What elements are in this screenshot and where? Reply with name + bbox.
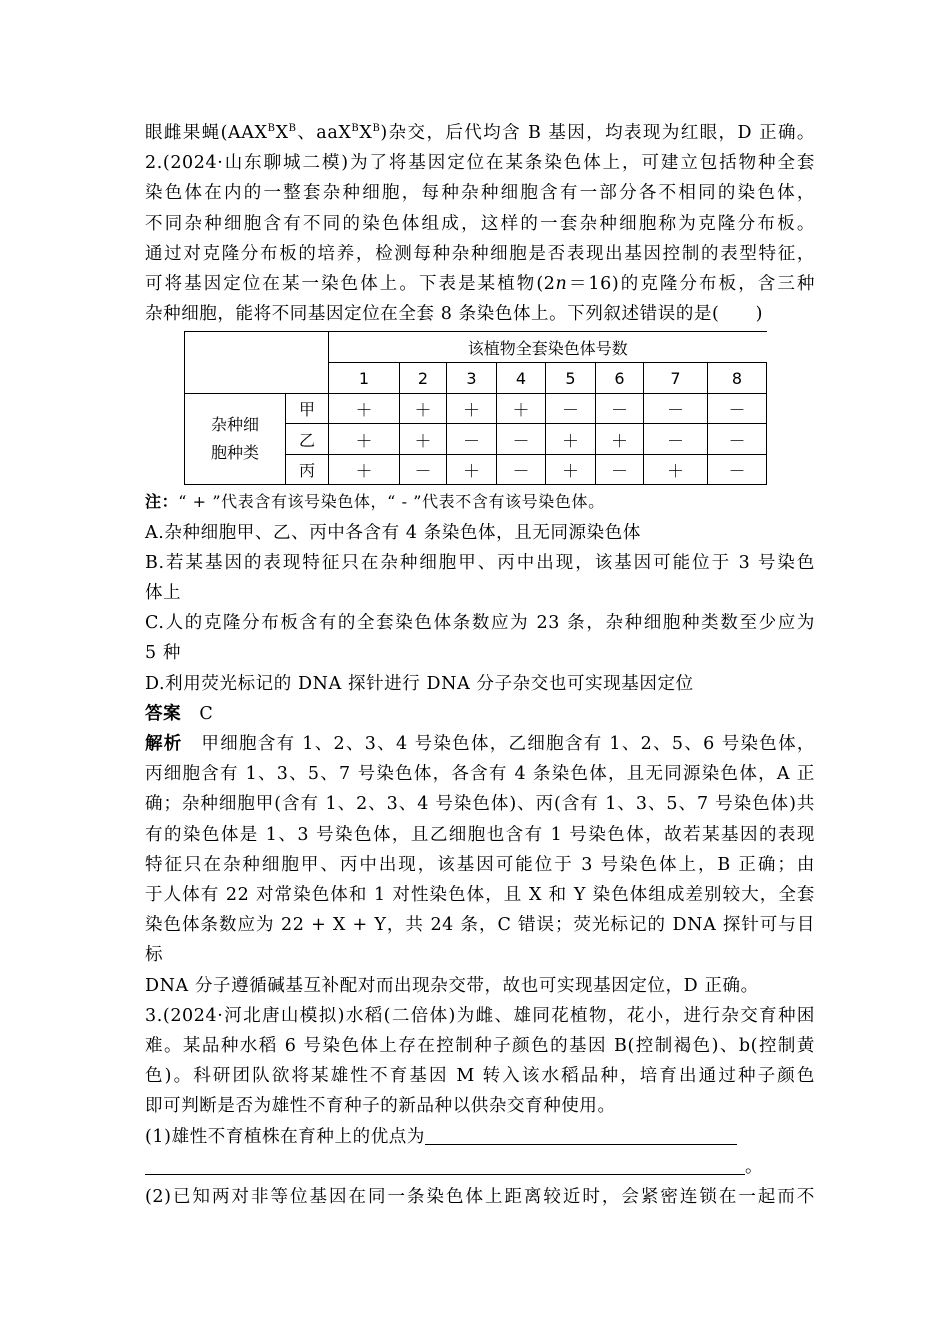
q2-stem-line: 染色体在内的一整套杂种细胞，每种杂种细胞含有一部分各不相同的染色体，	[145, 183, 815, 204]
analysis-line: 解析 甲细胞含有 1、2、3、4 号染色体，乙细胞含有 1、2、5、6 号染色体，	[145, 734, 816, 755]
row-group-header: 杂种细 胞种类	[185, 393, 286, 485]
table-cell: ＋	[497, 393, 546, 424]
answer-blank[interactable]	[145, 1156, 745, 1175]
table-cell: －	[497, 454, 546, 485]
q3-sub2: (2)已知两对非等位基因在同一条染色体上距离较近时，会紧密连锁在一起而不	[145, 1187, 815, 1208]
q3-sub1-cont: 。	[145, 1152, 815, 1182]
option-c: C.人的克隆分布板含有的全套染色体条数应为 23 条，杂种细胞种类数至少应为	[145, 613, 815, 634]
clone-distribution-table	[184, 331, 767, 485]
table-cell: －	[644, 393, 708, 424]
table-cell: ＋	[329, 393, 400, 424]
table-cell: －	[644, 424, 708, 455]
analysis-line: 有的染色体是 1、3 号染色体，且乙细胞也含有 1 号染色体，故若某基因的表现	[145, 824, 815, 845]
question-3	[145, 1001, 815, 1212]
q3-stem-line: 色)。科研团队欲将某雄性不育基因 M 转入该水稻品种，培育出通过种子颜色	[145, 1066, 815, 1087]
col-header: 1	[329, 363, 400, 394]
table-cell: －	[596, 393, 644, 424]
col-header: 3	[447, 363, 497, 394]
analysis-line: 于人体有 22 对常染色体和 1 对性染色体，且 X 和 Y 染色体组成差别较大，全套	[145, 885, 815, 906]
row-header: 甲	[286, 393, 329, 424]
q2-stem-line: 2.(2024·山东聊城二模)为了将基因定位在某条染色体上，可建立包括物种全套	[145, 153, 815, 174]
table-cell: －	[708, 424, 767, 455]
q2-stem-line: 通过对克隆分布板的培养，检测每种杂种细胞是否表现出基因控制的表型特征，	[145, 243, 815, 264]
col-header: 2	[400, 363, 447, 394]
table-cell: －	[708, 393, 767, 424]
table-cell: －	[400, 454, 447, 485]
q2-stem-line: 可将基因定位在某一染色体上。下表是某植物(2n＝16)的克隆分布板，含三种	[145, 274, 815, 295]
table-cell: －	[596, 454, 644, 485]
question-2	[145, 148, 815, 1001]
option-a: A.杂种细胞甲、乙、丙中各含有 4 条染色体，且无同源染色体	[145, 522, 641, 543]
table-cell: ＋	[447, 393, 497, 424]
col-header: 7	[644, 363, 708, 394]
table-cell: ＋	[644, 454, 708, 485]
table-cell: －	[708, 454, 767, 485]
table-cell: ＋	[329, 424, 400, 455]
analysis-line: 染色体条数应为 22 + X + Y，共 24 条，C 错误；荧光标记的 DNA 探针可与目标	[145, 915, 815, 966]
q3-stem-line: 难。某品种水稻 6 号染色体上存在控制种子颜色的基因 B(控制褐色)、b(控制黄	[145, 1036, 815, 1057]
analysis-line: 特征只在杂种细胞甲、丙中出现，该基因可能位于 3 号染色体上，B 正确；由	[145, 854, 815, 875]
table-cell: －	[546, 393, 596, 424]
table-note: 注：“ + ”代表含有该号染色体，“ - ”代表不含有该号染色体。	[145, 492, 605, 512]
answer-blank[interactable]	[425, 1126, 737, 1145]
col-header: 6	[596, 363, 644, 394]
answer-tail-line: 眼雌果蝇($AAX^BX^B$、$aaX^BX^B$)杂交，后代均含 B 基因，均表现为红眼，D 正确。	[145, 123, 815, 143]
col-header: 4	[497, 363, 546, 394]
q3-sub1: (1)雄性不育植株在育种上的优点为	[145, 1122, 815, 1152]
row-header: 丙	[286, 454, 329, 485]
analysis-line: 确；杂种细胞甲(含有 1、2、3、4 号染色体)、丙(含有 1、3、5、7 号染色体)共	[145, 794, 815, 815]
option-b: B.若某基因的表现特征只在杂种细胞甲、丙中出现，该基因可能位于 3 号染色	[145, 552, 815, 573]
table-cell: ＋	[447, 454, 497, 485]
table-cell: －	[447, 424, 497, 455]
table-cell: －	[497, 424, 546, 455]
table-cell: ＋	[546, 424, 596, 455]
table-corner-cell	[185, 332, 329, 394]
col-header: 5	[546, 363, 596, 394]
table-cell: ＋	[400, 424, 447, 455]
q3-stem-line: 3.(2024·河北唐山模拟)水稻(二倍体)为雌、雄同花植物，花小，进行杂交育种困	[145, 1005, 815, 1026]
table-cell: ＋	[596, 424, 644, 455]
option-d: D.利用荧光标记的 DNA 探针进行 DNA 分子杂交也可实现基因定位	[145, 673, 694, 694]
table-top-header: 该植物全套染色体号数	[329, 332, 767, 363]
option-b-cont: 体上	[145, 583, 182, 604]
table-cell: ＋	[546, 454, 596, 485]
answer-line: 答案 C	[145, 703, 214, 724]
col-header: 8	[708, 363, 767, 394]
document-page	[145, 118, 815, 1212]
table-cell: ＋	[400, 393, 447, 424]
table-cell: ＋	[329, 454, 400, 485]
analysis-line: 丙细胞含有 1、3、5、7 号染色体，各含有 4 条染色体，且无同源染色体，A 正	[145, 764, 815, 785]
q3-stem-line: 即可判断是否为雄性不育种子的新品种以供杂交育种使用。	[145, 1096, 616, 1117]
q2-stem-line: 不同杂种细胞含有不同的染色体组成，这样的一套杂种细胞称为克隆分布板。	[145, 213, 815, 234]
analysis-line: DNA 分子遵循碱基互补配对而出现杂交带，故也可实现基因定位，D 正确。	[145, 975, 759, 996]
row-header: 乙	[286, 424, 329, 455]
option-c-cont: 5 种	[145, 643, 181, 664]
q2-stem-line: 杂种细胞，能将不同基因定位在全套 8 条染色体上。下列叙述错误的是( )	[145, 304, 764, 325]
